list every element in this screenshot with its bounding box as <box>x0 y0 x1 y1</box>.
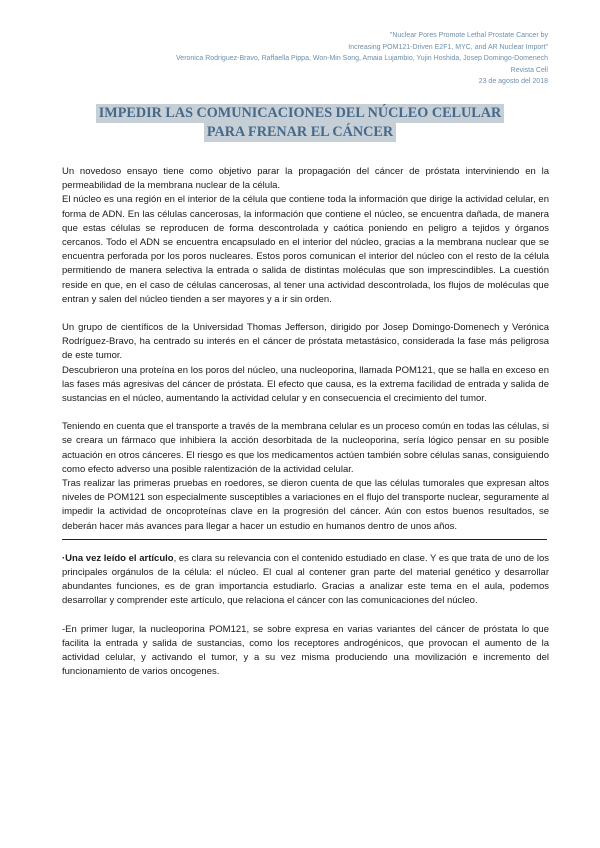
article-paragraph-1: Un novedoso ensayo tiene como objetivo parar la propagación del cáncer de próstata interviniendo en la permeabilidad de la membrana nuclear de la célula. <box>62 166 549 192</box>
article-title <box>66 104 534 142</box>
paragraph-gap <box>62 609 549 623</box>
article-body <box>62 165 549 680</box>
article-paragraph-5: Teniendo en cuenta que el transporte a través de la membrana celular es un proceso común en todas las células, si se creara un fármaco que inhibiera la acción desorbitada de la nucleoporina, sería lógico pensar en su posible actuación en otros cánceres. El riesgo es que los medicamentos actúen también sobre células sanas, consiguiendo como efecto adverso una posible ralentización de la actividad celular. <box>62 421 549 475</box>
citation-date: 23 de agosto del 2018 <box>478 78 548 85</box>
citation-title-line-2: Increasing POM121-Driven E2F1, MYC, and AR Nuclear Import" <box>348 43 548 51</box>
section-divider <box>62 539 547 540</box>
article-paragraph-6: Tras realizar las primeras pruebas en roedores, se dieron cuenta de que las células tumorales que expresan altos niveles de POM121 son especialmente susceptibles a variaciones en el flujo del transporte nuclear, seguramente al impedir la actividad de oncoproteínas clave en la progresión del cáncer. Aún con estos buenos resultados, se deberán hacer más avances para llegar a hacer un estudio en humanos dentro de unos años. <box>62 478 549 532</box>
citation-journal: Revista Cell <box>510 66 548 74</box>
article-paragraph-2: El núcleo es una región en el interior de la célula que contiene toda la información que dirige la actividad celular, en forma de ADN. En las células cancerosas, la información que contiene el núcleo, se encuentra dañada, de manera que estas células se reproducen de forma descontrolada y caótica poniendo en peligro a tejidos y órganos cercanos. Todo el ADN se encuentra encapsulado en el interior del núcleo, gracias a la membrana nuclear que se encuentra perforada por los poros nucleares. Estos poros comunican el interior del núcleo con el resto de la célula permitiendo de manera selectiva la entrada o salida de distintas moléculas que son imprescindibles. La cuestión reside en que, en el caso de células cancerosas, al tener una actividad descontrolada, los flujos de moléculas que entran y salen del núcleo tienden a ser mayores y a ir sin orden. <box>62 194 549 305</box>
commentary-paragraph-1 <box>62 552 549 609</box>
citation-header <box>78 30 548 88</box>
paragraph-gap <box>62 307 549 321</box>
article-title-line-2: PARA FRENAR EL CÁNCER <box>204 123 396 142</box>
article-title-line-1: IMPEDIR LAS COMUNICACIONES DEL NÚCLEO CELULAR <box>96 104 504 123</box>
article-paragraph-3: Un grupo de científicos de la Universidad Thomas Jefferson, dirigido por Josep Domingo-Domenech y Verónica Rodríguez-Bravo, ha centrado su interés en el cáncer de próstata metastásico, considerada la fase más peligrosa de este tumor. <box>62 322 549 362</box>
article-paragraph-4: Descubrieron una proteína en los poros del núcleo, una nucleoporina, llamada POM121, que se halla en exceso en las fases más agresivas del cáncer de próstata. El efecto que causa, es la extrema facilidad de entrada y salida de sustancias en el núcleo, aumentando la actividad celular y en consecuencia el crecimiento del tumor. <box>62 364 549 405</box>
commentary-paragraph-2: -En primer lugar, la nucleoporina POM121, se sobre expresa en varias variantes del cáncer de próstata lo que facilita la entrada y salida de sustancias, como los receptores androgénicos, que provocan el aumento de la actividad celular, y activando el tumor, y a su vez misma produciendo una movilización e incremento del funcionamiento de varios oncogenes. <box>62 623 549 678</box>
citation-authors: Veronica Rodriguez-Bravo, Raffaella Pippa, Won-Min Song, Amaia Lujambio, Yujin Hoshida, Josep Domingo-Domenech <box>176 55 548 62</box>
paragraph-gap <box>62 406 549 420</box>
citation-title-line-1: "Nuclear Pores Promote Lethal Prostate Cancer by <box>389 32 548 39</box>
commentary-lead: ·Una vez leído el artículo <box>62 552 174 564</box>
commentary-paragraph-1-text: , es clara su relevancia con el contenido estudiado en clase. Y es que trata de uno de los principales orgánulos de la célula: el núcleo. El cual al contener gran parte del material genético y desarrollar abundantes funciones, es de gran importancia estudiarlo. Gracias a analizar este tema en el aula, podemos desarrollar y comprender este artículo, que relaciona el cáncer con las comunicaciones del núcleo. <box>62 552 550 607</box>
